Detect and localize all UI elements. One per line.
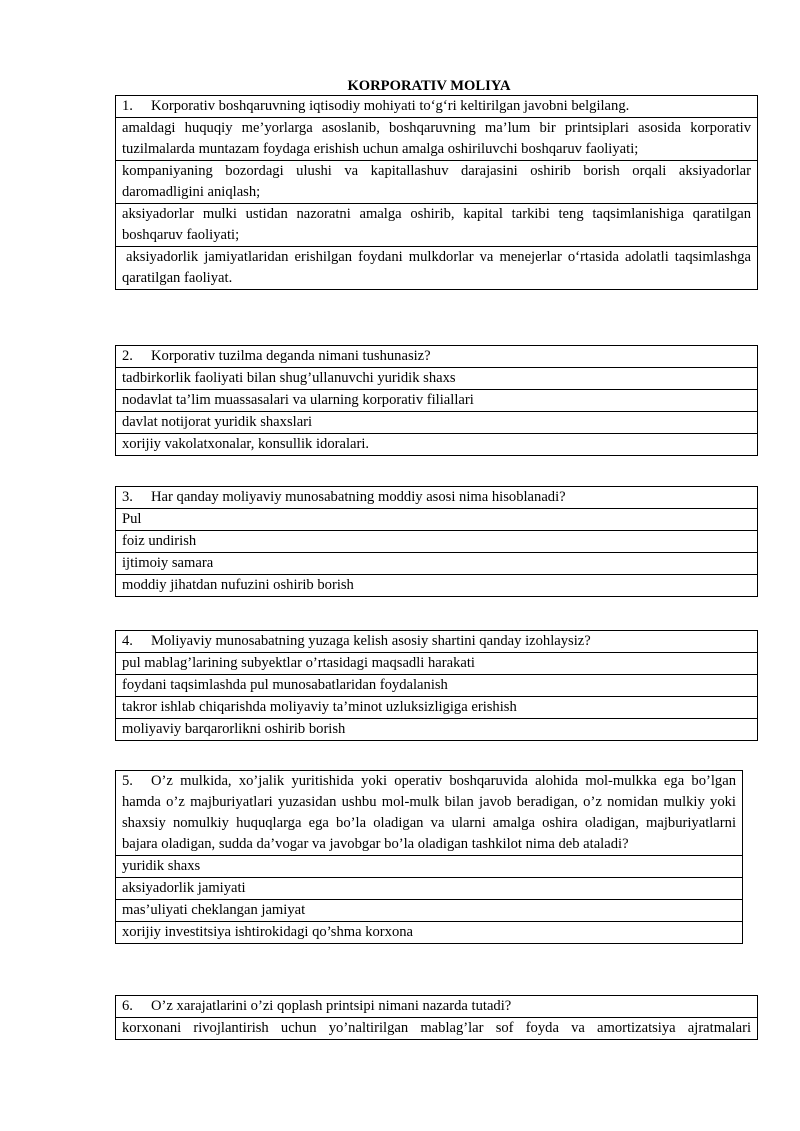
question-cell <box>116 96 758 118</box>
answer-option-row[interactable] <box>116 509 758 531</box>
question-3-table <box>115 486 758 597</box>
answer-option[interactable]: yuridik shaxs <box>116 856 743 878</box>
answer-option[interactable]: foiz undirish <box>116 531 758 553</box>
question-row <box>116 487 758 509</box>
question-text: O’z mulkida, xo’jalik yuritishida yoki operativ boshqaruvida alohida mol-mulkka ega bo’lgan hamda o’z majburiyatlari yuzasidan ushbu mol-mulk bilan javob beradigan, o’z nomidan mulkiy yoki shaxsiy nomulkiy huquqlarga ega bo’la oladigan va ularni amalga oshira oladigan, majburiyatlarni bajara oladigan, sudda da’vogar va javobgar bo’la oladigan tashkilot nima deb ataladi? <box>122 773 736 852</box>
answer-option-row[interactable] <box>116 390 758 412</box>
answer-option[interactable] <box>116 247 758 290</box>
document-title: KORPORATIV MOLIYA <box>347 78 511 94</box>
answer-option-row[interactable] <box>116 878 743 900</box>
answer-option-row[interactable] <box>116 368 758 390</box>
answer-option[interactable]: aksiyadorlar mulki ustidan nazoratni amalga oshirib, kapital tarkibi teng taqsimlanishiga qaratilgan boshqaruv faoliyati; <box>116 204 758 247</box>
question-6-table <box>115 995 758 1040</box>
answer-option[interactable]: xorijiy vakolatxonalar, konsullik idoralari. <box>116 434 758 456</box>
question-4-table <box>115 630 758 741</box>
answer-option-row[interactable] <box>116 412 758 434</box>
answer-option-row[interactable] <box>116 1018 758 1040</box>
answer-option-row[interactable] <box>116 161 758 204</box>
answer-option[interactable]: ijtimoiy samara <box>116 553 758 575</box>
answer-option-row[interactable] <box>116 856 743 878</box>
question-text: Korporativ tuzilma deganda nimani tushunasiz? <box>151 348 431 364</box>
question-2-table <box>115 345 758 456</box>
question-number: 4. <box>122 633 133 649</box>
question-text: O’z xarajatlarini o’zi qoplash printsipi nimani nazarda tutadi? <box>151 998 512 1014</box>
question-cell <box>116 996 758 1018</box>
question-text: Moliyaviy munosabatning yuzaga kelish asosiy shartini qanday izohlaysiz? <box>151 633 591 649</box>
answer-option[interactable]: davlat notijorat yuridik shaxslari <box>116 412 758 434</box>
question-number: 1. <box>122 98 133 114</box>
answer-option-row[interactable] <box>116 675 758 697</box>
answer-option[interactable]: nodavlat ta’lim muassasalari va ularning korporativ filiallari <box>116 390 758 412</box>
question-row <box>116 771 743 856</box>
answer-option[interactable]: foydani taqsimlashda pul munosabatlaridan foydalanish <box>116 675 758 697</box>
question-number: 5. <box>122 773 133 789</box>
question-1-table <box>115 95 758 290</box>
answer-option[interactable]: aksiyadorlik jamiyati <box>116 878 743 900</box>
answer-option-row[interactable] <box>116 553 758 575</box>
answer-option[interactable]: amaldagi huquqiy me’yorlarga asoslanib, boshqaruvning ma’lum bir printsiplari asosida korporativ tuzilmalarda muntazam foydaga erishish uchun amalga oshiriluvchi boshqaruv faoliyati; <box>116 118 758 161</box>
question-text: Har qanday moliyaviy munosabatning moddiy asosi nima hisoblanadi? <box>151 489 566 505</box>
answer-option-row[interactable] <box>116 922 743 944</box>
question-cell <box>116 487 758 509</box>
answer-option[interactable]: xorijiy investitsiya ishtirokidagi qo’shma korxona <box>116 922 743 944</box>
answer-option-row[interactable] <box>116 531 758 553</box>
question-cell <box>116 631 758 653</box>
question-number: 2. <box>122 348 133 364</box>
answer-option[interactable]: pul mablag’larining subyektlar o’rtasidagi maqsadli harakati <box>116 653 758 675</box>
question-text: Korporativ boshqaruvning iqtisodiy mohiyati to‘g‘ri keltirilgan javobni belgilang. <box>151 98 630 114</box>
answer-option[interactable]: kompaniyaning bozordagi ulushi va kapitallashuv darajasini oshirib borish orqali aksiyadorlar daromadligini aniqlash; <box>116 161 758 204</box>
question-row <box>116 96 758 118</box>
answer-option-row[interactable] <box>116 653 758 675</box>
answer-option[interactable]: takror ishlab chiqarishda moliyaviy ta’minot uzluksizligiga erishish <box>116 697 758 719</box>
answer-option-row[interactable] <box>116 247 758 290</box>
question-number: 3. <box>122 489 133 505</box>
answer-option-row[interactable] <box>116 900 743 922</box>
answer-option[interactable]: moddiy jihatdan nufuzini oshirib borish <box>116 575 758 597</box>
question-row <box>116 346 758 368</box>
answer-option[interactable]: Pul <box>116 509 758 531</box>
answer-option[interactable]: mas’uliyati cheklangan jamiyat <box>116 900 743 922</box>
question-row <box>116 996 758 1018</box>
answer-option[interactable]: tadbirkorlik faoliyati bilan shug’ullanuvchi yuridik shaxs <box>116 368 758 390</box>
answer-option[interactable]: korxonani rivojlantirish uchun yo’naltirilgan mablag’lar sof foyda va amortizatsiya ajratmalari <box>116 1018 758 1040</box>
answer-option-row[interactable] <box>116 697 758 719</box>
question-cell <box>116 346 758 368</box>
answer-option-row[interactable] <box>116 434 758 456</box>
question-number: 6. <box>122 998 133 1014</box>
question-cell <box>116 771 743 856</box>
answer-option-row[interactable] <box>116 118 758 161</box>
question-5-table <box>115 770 743 944</box>
answer-option-text: aksiyadorlik jamiyatlaridan erishilgan foydani mulkdorlar va menejerlar o‘rtasida adolatli taqsimlashga qaratilgan faoliyat. <box>122 249 751 286</box>
answer-option-row[interactable] <box>116 719 758 741</box>
answer-option[interactable]: moliyaviy barqarorlikni oshirib borish <box>116 719 758 741</box>
question-row <box>116 631 758 653</box>
answer-option-row[interactable] <box>116 575 758 597</box>
answer-option-row[interactable] <box>116 204 758 247</box>
